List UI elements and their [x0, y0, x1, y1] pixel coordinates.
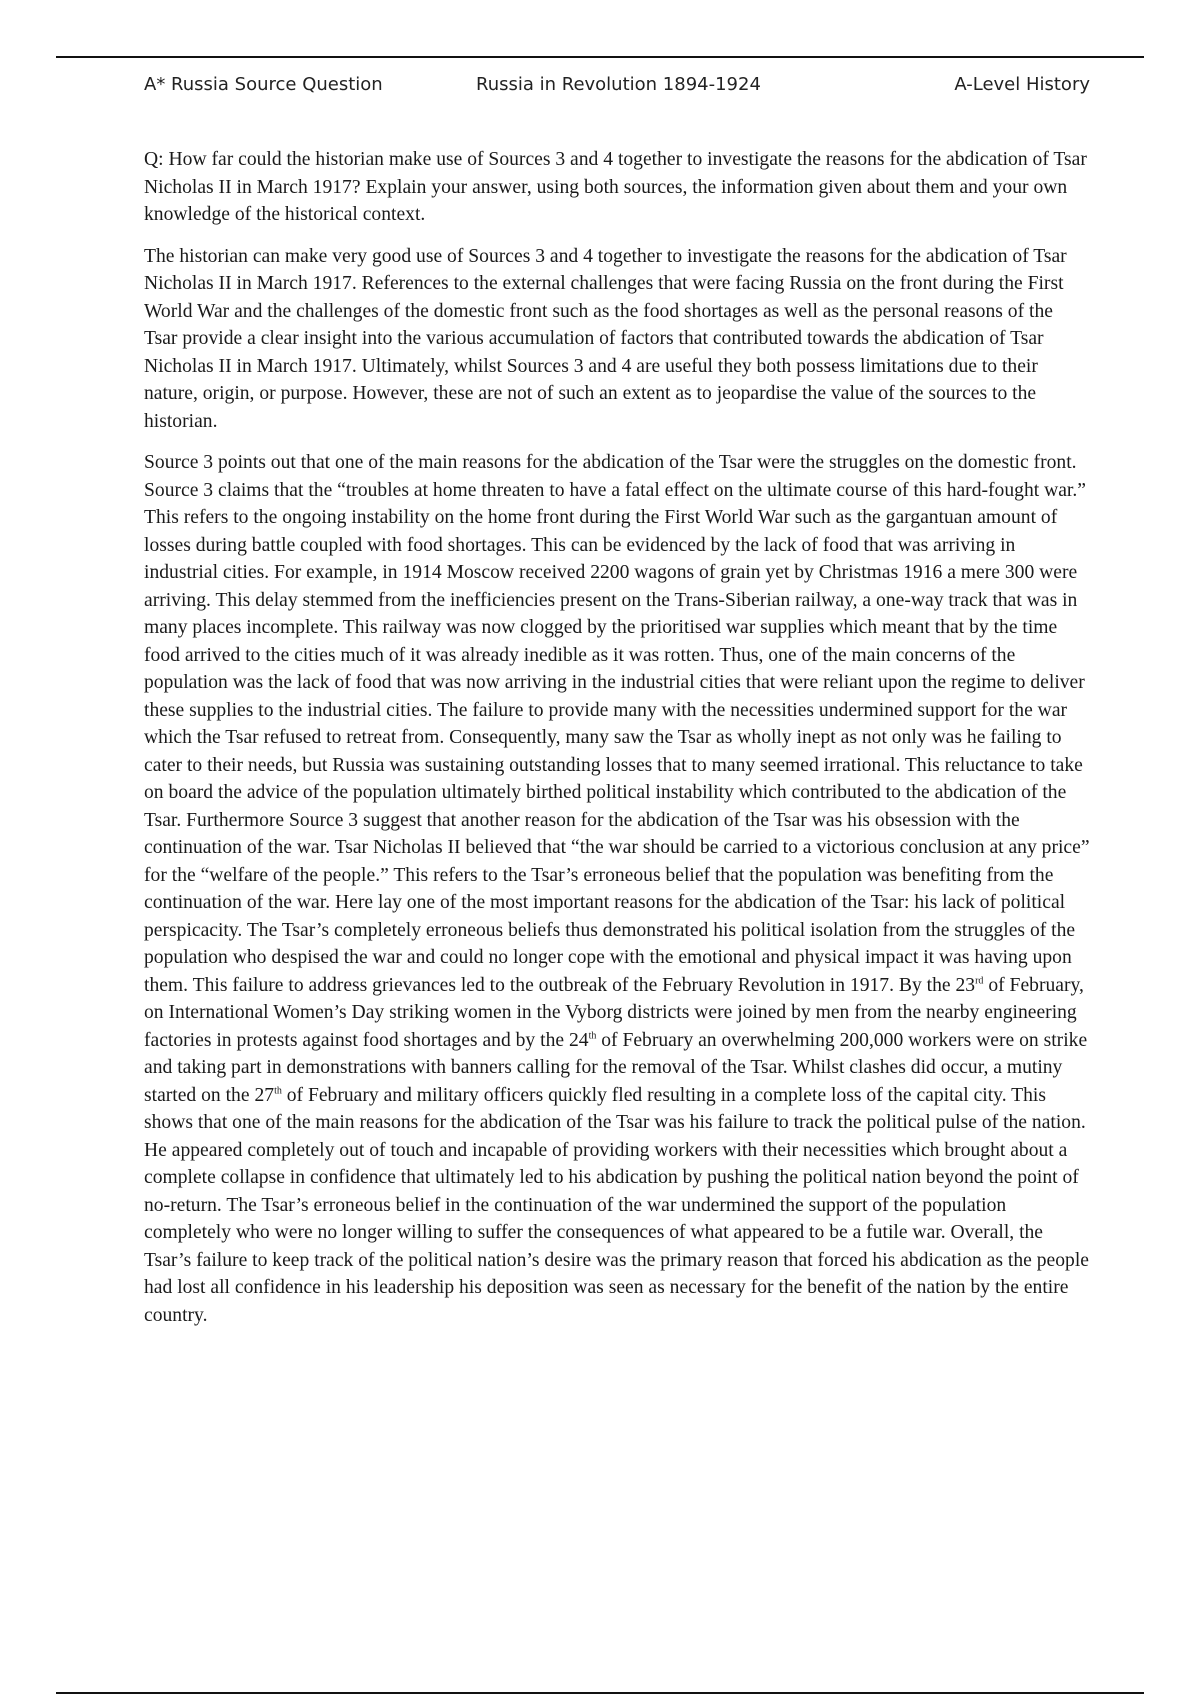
header-right: A-Level History	[954, 74, 1090, 95]
question-paragraph: Q: How far could the historian make use of Sources 3 and 4 together to investigate the reasons for the abdication of Tsar Nicholas II in March 1917? Explain your answer, using both sources, the information given about them and your own knowledge of the historical context.	[144, 149, 1087, 225]
paragraph-text: of February an overwhelming 200,000 workers were on strike and taking part in demonstrations with banners calling for the removal of the Tsar. Whilst clashes did occur, a mutiny started on the 27	[144, 1029, 1088, 1106]
superscript: th	[588, 1029, 597, 1041]
header-center: Russia in Revolution 1894-1924	[476, 74, 761, 95]
page-header	[144, 74, 1090, 100]
paragraph-text: Source 3 points out that one of the main reasons for the abdication of the Tsar were the struggles on the domestic front. Source 3 claims that the “troubles at home threaten to have a fatal effect on the ultimate course of this hard-fought war.” This refers to the ongoing instability on the home front during the First World War such as the gargantuan amount of losses during battle coupled with food shortages. This can be evidenced by the lack of food that was arriving in industrial cities. For example, in 1914 Moscow received 2200 wagons of grain yet by Christmas 1916 a mere 300 were arriving. This delay stemmed from the inefficiencies present on the Trans-Siberian railway, a one-way track that was in many places incomplete. This railway was now clogged by the prioritised war supplies which meant that by the time food arrived to the cities much of it was already inedible as it was rotten. Thus, one of the main concerns of the population was the lack of food that was now arriving in the industrial cities that were reliant upon the regime to deliver these supplies to the industrial cities. The failure to provide many with the necessities undermined support for the war which the Tsar refused to retreat from. Consequently, many saw the Tsar as wholly inept as not only was he failing to cater to their needs, but Russia was sustaining outstanding losses that to many seemed irrational. This reluctance to take on board the advice of the population ultimately birthed political instability which contributed to the abdication of the Tsar. Furthermore Source 3 suggest that another reason for the abdication of the Tsar was his obsession with the continuation of the war. Tsar Nicholas II believed that “the war should be carried to a victorious conclusion at any price” for the “welfare of the people.” This refers to the Tsar’s erroneous belief that the population was benefiting from the continuation of the war. Here lay one of the most important reasons for the abdication of the Tsar: his lack of political perspicacity. The Tsar’s completely erroneous beliefs thus demonstrated his political isolation from the struggles of the population who despised the war and could no longer cope with the emotional and physical impact it was having upon them. This failure to address grievances led to the outbreak of the February Revolution in 1917. By the 23	[144, 452, 1090, 996]
intro-paragraph: The historian can make very good use of Sources 3 and 4 together to investigate the reasons for the abdication of Tsar Nicholas II in March 1917. References to the external challenges that were facing Russia on the front during the First World War and the challenges of the domestic front such as the food shortages as well as the personal reasons of the Tsar provide a clear insight into the various accumulation of factors that contributed towards the abdication of Tsar Nicholas II in March 1917. Ultimately, whilst Sources 3 and 4 are useful they both possess limitations due to their nature, origin, or purpose. However, these are not of such an extent as to jeopardise the value of the sources to the historian.	[144, 245, 1067, 432]
paragraph-text: of February, on International Women’s Day striking women in the Vyborg districts were joined by men from the nearby engineering factories in protests against food shortages and by the 24	[144, 974, 1084, 1051]
header-left: A* Russia Source Question	[144, 74, 383, 95]
header-rule	[56, 56, 1144, 58]
document-body	[144, 146, 1090, 1343]
paragraph-text: of February and military officers quickly fled resulting in a complete loss of the capital city. This shows that one of the main reasons for the abdication of the Tsar was his failure to track the political pulse of the nation. He appeared completely out of touch and incapable of providing workers with their necessities which brought about a complete collapse in confidence that ultimately led to his abdication by pushing the political nation beyond the point of no-return. The Tsar’s erroneous belief in the continuation of the war undermined the support of the population completely who were no longer willing to suffer the consequences of what appeared to be a futile war. Overall, the Tsar’s failure to keep track of the political nation’s desire was the primary reason that forced his abdication as the people had lost all confidence in his leadership his deposition was seen as necessary for the benefit of the nation by the entire country.	[144, 1084, 1089, 1326]
source3-paragraph	[144, 449, 1090, 1329]
superscript: rd	[975, 974, 984, 986]
footer-rule	[56, 1692, 1144, 1694]
superscript: th	[274, 1084, 282, 1096]
